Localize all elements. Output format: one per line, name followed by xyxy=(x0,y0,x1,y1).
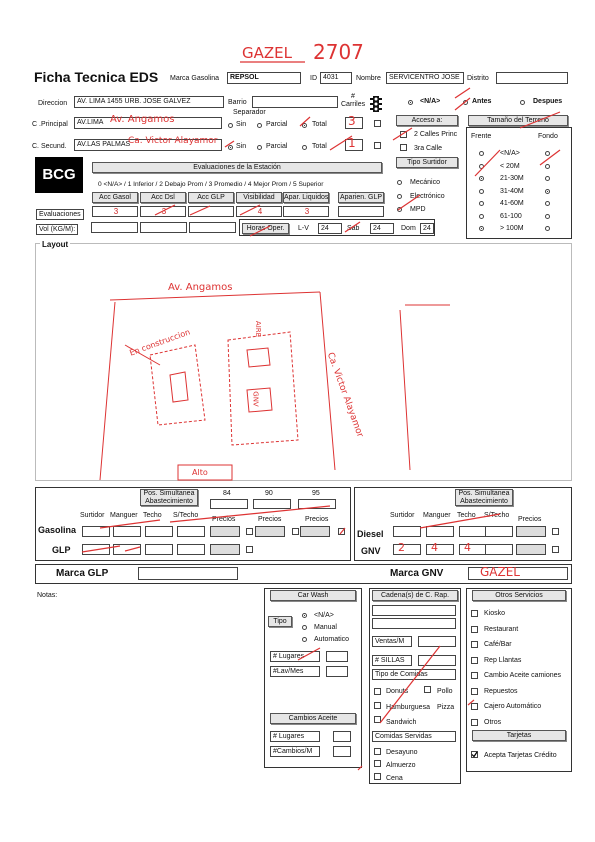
sketch-av-angamos: Av. Angamos xyxy=(168,282,233,293)
carwash-auto-label: Automatico xyxy=(314,636,350,643)
gas-r1-check-0[interactable] xyxy=(246,546,253,553)
dsl-r0-c3-field[interactable] xyxy=(485,526,513,537)
carwash-auto-radio[interactable] xyxy=(302,637,307,642)
page-title: Ficha Tecnica EDS xyxy=(34,69,159,85)
hamburguesa-label: Hamburguesa xyxy=(386,704,430,711)
notas-label: Notas: xyxy=(37,592,58,599)
terreno-row-label-4: 41-60M xyxy=(500,200,524,207)
pollo-check[interactable] xyxy=(424,686,431,693)
cambios-mes-label-box: #Cambios/M xyxy=(270,746,320,757)
octane-84-field[interactable] xyxy=(210,499,248,509)
marca-glp-field[interactable] xyxy=(138,567,238,580)
dom-label: Dom xyxy=(401,225,416,232)
gas-col-manguer: Manguer xyxy=(110,512,138,519)
acceso-na-label: <N/A> xyxy=(420,98,441,105)
eval-col-button-1[interactable]: Acc Dsl xyxy=(140,192,186,203)
desayuno-check[interactable] xyxy=(374,748,381,755)
eval-col-button-5[interactable]: Aparien. GLP xyxy=(339,194,383,201)
otros-check-2[interactable] xyxy=(471,641,478,648)
otros-check-4[interactable] xyxy=(471,672,478,679)
sandwich-check[interactable] xyxy=(374,716,381,723)
sab-field[interactable]: 24 xyxy=(370,223,394,234)
bcg-logo: BCG xyxy=(35,157,83,193)
gas-r0-c1-field[interactable] xyxy=(113,526,141,537)
dom-field[interactable]: 24 xyxy=(420,223,434,234)
sep2-total-label: Total xyxy=(312,143,327,150)
gas-r0-price-2[interactable] xyxy=(300,526,330,537)
terreno-row-label-1: < 20M xyxy=(500,162,520,170)
precios-3: Precios xyxy=(305,516,329,523)
precios-2: Precios xyxy=(258,516,282,523)
gas-col-stecho: S/Techo xyxy=(173,512,199,519)
handwritten-gnv-2: 4 xyxy=(431,541,438,554)
otros-title-button[interactable]: Otros Servicios xyxy=(472,590,566,601)
id-label: ID xyxy=(310,75,317,82)
cena-label: Cena xyxy=(386,775,403,782)
sandwich-label: Sandwich xyxy=(386,719,417,726)
otros-label-1: Restaurant xyxy=(484,625,519,633)
handwritten-carriles-1: 3 xyxy=(348,114,356,128)
tipo-surtidor-button[interactable]: Tipo Surtidor xyxy=(396,157,458,168)
evaluaciones-row-label: Evaluaciones xyxy=(36,209,84,220)
principal-label: C .Principal xyxy=(32,121,68,128)
gas-r0-c3-field[interactable] xyxy=(177,526,205,537)
sketch-aire: AIRE xyxy=(254,320,263,338)
octane-90-field[interactable] xyxy=(253,499,291,509)
gasolina-pos-button[interactable]: Pos. Simultanea Abastecimiento xyxy=(140,489,198,506)
otros-check-7[interactable] xyxy=(471,719,478,726)
sep2-parcial-label: Parcial xyxy=(266,143,288,150)
handwritten-gazel-top: GAZEL xyxy=(242,44,292,62)
gas-r1-c1-field[interactable] xyxy=(113,544,141,555)
direccion-label: Direccion xyxy=(38,100,68,107)
handwritten-principal: Av. Angamos xyxy=(110,114,175,125)
horas-oper-button[interactable]: Horas Oper. xyxy=(242,223,289,234)
evaluaciones-scale: 0 <N/A> / 1 Inferior / 2 Debajo Prom / 3 Promedio / 4 Mejor Prom / 5 Superior xyxy=(98,181,324,188)
surtidor-mecanico-label: Mecánico xyxy=(410,179,440,186)
handwritten-gnv-1: 2 xyxy=(398,541,405,554)
sketch-alto: Alto xyxy=(192,468,208,477)
pizza-label: Pizza xyxy=(437,704,455,711)
cambios-lugares-field[interactable] xyxy=(333,731,351,742)
gas-r0-c2-field[interactable] xyxy=(145,526,173,537)
sep2-sin-label: Sin xyxy=(236,143,247,150)
gas-r0-check-2[interactable] xyxy=(338,528,345,535)
sketch-gnv: GNV xyxy=(251,391,260,407)
barrio-label: Barrio xyxy=(228,99,247,106)
carwash-title-button[interactable]: Car Wash xyxy=(270,590,356,601)
surtidor-electronico-label: Electrónico xyxy=(410,193,445,200)
handwritten-carriles-2: 1 xyxy=(348,136,356,150)
terreno-row-label-0: <N/A> xyxy=(500,150,520,157)
gas-col-techo: Techo xyxy=(143,512,162,519)
sketch-construccion: En construccion xyxy=(128,327,192,358)
lv-field[interactable]: 24 xyxy=(318,223,342,234)
carwash-lugares-field[interactable] xyxy=(326,651,348,662)
vol-label: Vol (KG/M): xyxy=(36,224,78,235)
nombre-label: Nombre xyxy=(356,75,381,82)
cambios-mes-field[interactable] xyxy=(333,746,351,757)
marca-gasolina-field[interactable]: REPSOL xyxy=(227,72,301,84)
dsl-r1-price[interactable] xyxy=(516,544,546,555)
otros-label-6: Cajero Automático xyxy=(484,703,542,710)
sketch-victor: Ca. Victor Alayamor xyxy=(324,351,365,439)
diesel-pos-button[interactable]: Pos. Simultanea Abastecimiento xyxy=(455,489,513,506)
eval-value-field-1[interactable]: 3 xyxy=(140,206,186,217)
gas-r1-price-0[interactable] xyxy=(210,544,240,555)
cambios-aceite-button[interactable]: Cambios Aceite xyxy=(270,713,356,724)
gas-r0-check-1[interactable] xyxy=(292,528,299,535)
otros-label-2: Café/Bar xyxy=(484,641,512,648)
dsl-r0-check[interactable] xyxy=(552,528,559,535)
id-field[interactable]: 4031 xyxy=(320,72,352,84)
dsl-col-techo: Techo xyxy=(457,512,476,519)
marca-gnv-label: Marca GNV xyxy=(390,568,444,579)
fondo-label: Fondo xyxy=(538,133,558,140)
distrito-label: Distrito xyxy=(467,75,489,82)
carwash-na-radio[interactable] xyxy=(302,613,307,618)
octane-90: 90 xyxy=(265,490,273,497)
tipo-comidas-label: Tipo de Comidas xyxy=(372,669,456,680)
dsl-r0-price[interactable] xyxy=(516,526,546,537)
otros-check-1[interactable] xyxy=(471,626,478,633)
marca-glp-label: Marca GLP xyxy=(56,568,109,579)
donuts-label: Donuts xyxy=(386,688,409,695)
ventas-field[interactable] xyxy=(418,636,456,647)
acceso-2calles-label: 2 Calles Princ xyxy=(414,131,458,138)
sillas-label-box: # SILLAS xyxy=(372,655,412,666)
ventas-label-box: Ventas/M xyxy=(372,636,412,647)
cadena-field-1[interactable] xyxy=(372,605,456,616)
otros-label-5: Repuestos xyxy=(484,687,518,695)
otros-check-5[interactable] xyxy=(471,688,478,695)
dsl-r0-c2-field[interactable] xyxy=(459,526,487,537)
otros-check-3[interactable] xyxy=(471,657,478,664)
layout-label: Layout xyxy=(42,240,69,249)
gas-r0-price-1[interactable] xyxy=(255,526,285,537)
frente-label: Frente xyxy=(471,133,492,140)
eval-value-field-4[interactable]: 3 xyxy=(283,206,329,217)
terreno-row-label-5: 61-100 xyxy=(500,212,522,220)
terreno-row-label-6: > 100M xyxy=(500,225,524,232)
carwash-manual-label: Manual xyxy=(314,624,337,631)
tarjetas-button[interactable]: Tarjetas xyxy=(472,730,566,741)
gas-r1-c2-field[interactable] xyxy=(145,544,173,555)
marca-gasolina-label: Marca Gasolina xyxy=(170,75,220,82)
diesel-row-label: Diesel xyxy=(357,529,384,539)
carwash-lav-label-box: #Lav/Mes xyxy=(270,666,320,677)
octane-84: 84 xyxy=(223,490,231,497)
sep1-parcial-label: Parcial xyxy=(266,121,288,128)
otros-label-0: Kiosko xyxy=(484,610,506,617)
gas-r0-check-0[interactable] xyxy=(246,528,253,535)
gasolina-row-label: Gasolina xyxy=(38,525,77,535)
otros-label-4: Cambio Aceite camiones xyxy=(484,672,562,679)
surtidor-mpd-label: MPD xyxy=(410,206,426,213)
sep1-total-label: Total xyxy=(312,121,327,128)
secund-label: C. Secund. xyxy=(32,143,67,150)
eval-value-field-0[interactable]: 3 xyxy=(92,206,138,217)
acceso-button[interactable]: Acceso a: xyxy=(396,115,458,126)
sab-label: Sab xyxy=(347,225,360,232)
comidas-servidas-label: Comidas Servidas xyxy=(372,731,456,742)
handwritten-id-top: 2707 xyxy=(313,40,364,64)
dsl-col-stecho: S/Techo xyxy=(484,512,510,519)
handwritten-gnv-3: 4 xyxy=(464,541,471,554)
gas-col-surtidor: Surtidor xyxy=(80,512,105,519)
carriles-label: # Carriles xyxy=(341,93,366,108)
secund-field[interactable]: AV.LAS PALMAS xyxy=(74,139,222,151)
carwash-tipo-button[interactable]: Tipo xyxy=(268,616,292,627)
nombre-field[interactable]: SERVICENTRO JOSE xyxy=(386,72,464,84)
eval-col-button-3[interactable]: Visibilidad xyxy=(236,192,282,203)
eval-col-button-2[interactable]: Acc GLP xyxy=(188,192,234,203)
dsl-col-manguer: Manguer xyxy=(423,512,451,519)
acceso-antes-label: Antes xyxy=(472,98,492,105)
almuerzo-check[interactable] xyxy=(374,760,381,767)
dsl-r1-check[interactable] xyxy=(552,546,559,553)
eval-value-field-3[interactable]: 4 xyxy=(236,206,282,217)
handwritten-secund: Ca. Victor Alayamor xyxy=(128,136,218,146)
dsl-r1-c3-field[interactable] xyxy=(485,544,513,555)
desayuno-label: Desayuno xyxy=(386,749,418,756)
separador-label: Separador xyxy=(233,109,266,116)
hamburguesa-check[interactable] xyxy=(374,702,381,709)
terreno-row-label-3: 31-40M xyxy=(500,187,524,195)
octane-95-field[interactable] xyxy=(298,499,336,509)
octane-95: 95 xyxy=(312,490,320,497)
acceso-despues-label: Despues xyxy=(533,98,563,105)
gas-r0-price-0[interactable] xyxy=(210,526,240,537)
cadena-title-button[interactable]: Cadena(s) de C. Rap. xyxy=(372,590,458,601)
acceso-3ra-label: 3ra Calle xyxy=(414,145,443,152)
evaluaciones-title-button[interactable]: Evaluaciones de la Estación xyxy=(92,162,382,173)
principal-field[interactable]: AV.LIMA xyxy=(74,117,222,129)
almuerzo-label: Almuerzo xyxy=(386,762,416,769)
cambios-lugares-label-box: # Lugares xyxy=(270,731,320,742)
gnv-row-label: GNV xyxy=(361,546,381,556)
eval-col-button-4[interactable]: Apar. Liquidos xyxy=(284,194,329,201)
carwash-lav-field[interactable] xyxy=(326,666,348,677)
carwash-lugares-label-box: # Lugares xyxy=(270,651,320,662)
gas-r1-c3-field[interactable] xyxy=(177,544,205,555)
carwash-na-label: <N/A> xyxy=(314,612,334,619)
gas-r1-c0-field[interactable] xyxy=(82,544,110,555)
direccion-field[interactable]: AV. LIMA 1455 URB. JOSE GALVEZ xyxy=(74,96,224,108)
eval-col-button-0[interactable]: Acc Gasol xyxy=(92,192,138,203)
otros-label-3: Rep Llantas xyxy=(484,656,522,664)
cadena-field-2[interactable] xyxy=(372,618,456,629)
glp-row-label: GLP xyxy=(52,545,71,555)
tarjetas-check[interactable] xyxy=(471,751,478,758)
otros-label-7: Otros xyxy=(484,718,502,726)
pollo-label: Pollo xyxy=(437,688,453,695)
sep1-sin-label: Sin xyxy=(236,121,247,128)
gas-r0-c0-field[interactable] xyxy=(82,526,110,537)
sillas-field[interactable] xyxy=(418,655,456,666)
donuts-check[interactable] xyxy=(374,688,381,695)
lv-label: L-V xyxy=(298,225,309,232)
tarjetas-label: Acepta Tarjetas Crédito xyxy=(484,752,557,759)
terreno-button[interactable]: Tamaño del Terreno xyxy=(468,115,568,126)
carwash-manual-radio[interactable] xyxy=(302,625,307,630)
dsl-precios: Precios xyxy=(518,516,542,523)
otros-panel xyxy=(466,588,572,772)
dsl-r0-c0-field[interactable] xyxy=(393,526,421,537)
dsl-r0-c1-field[interactable] xyxy=(426,526,454,537)
precios-1: Precios xyxy=(212,516,236,523)
handwritten-marca-gnv: GAZEL xyxy=(480,565,520,579)
terreno-row-label-2: 21-30M xyxy=(500,175,524,182)
otros-check-0[interactable] xyxy=(471,610,478,617)
cena-check[interactable] xyxy=(374,773,381,780)
dsl-col-surtidor: Surtidor xyxy=(390,512,415,519)
otros-check-6[interactable] xyxy=(471,703,478,710)
